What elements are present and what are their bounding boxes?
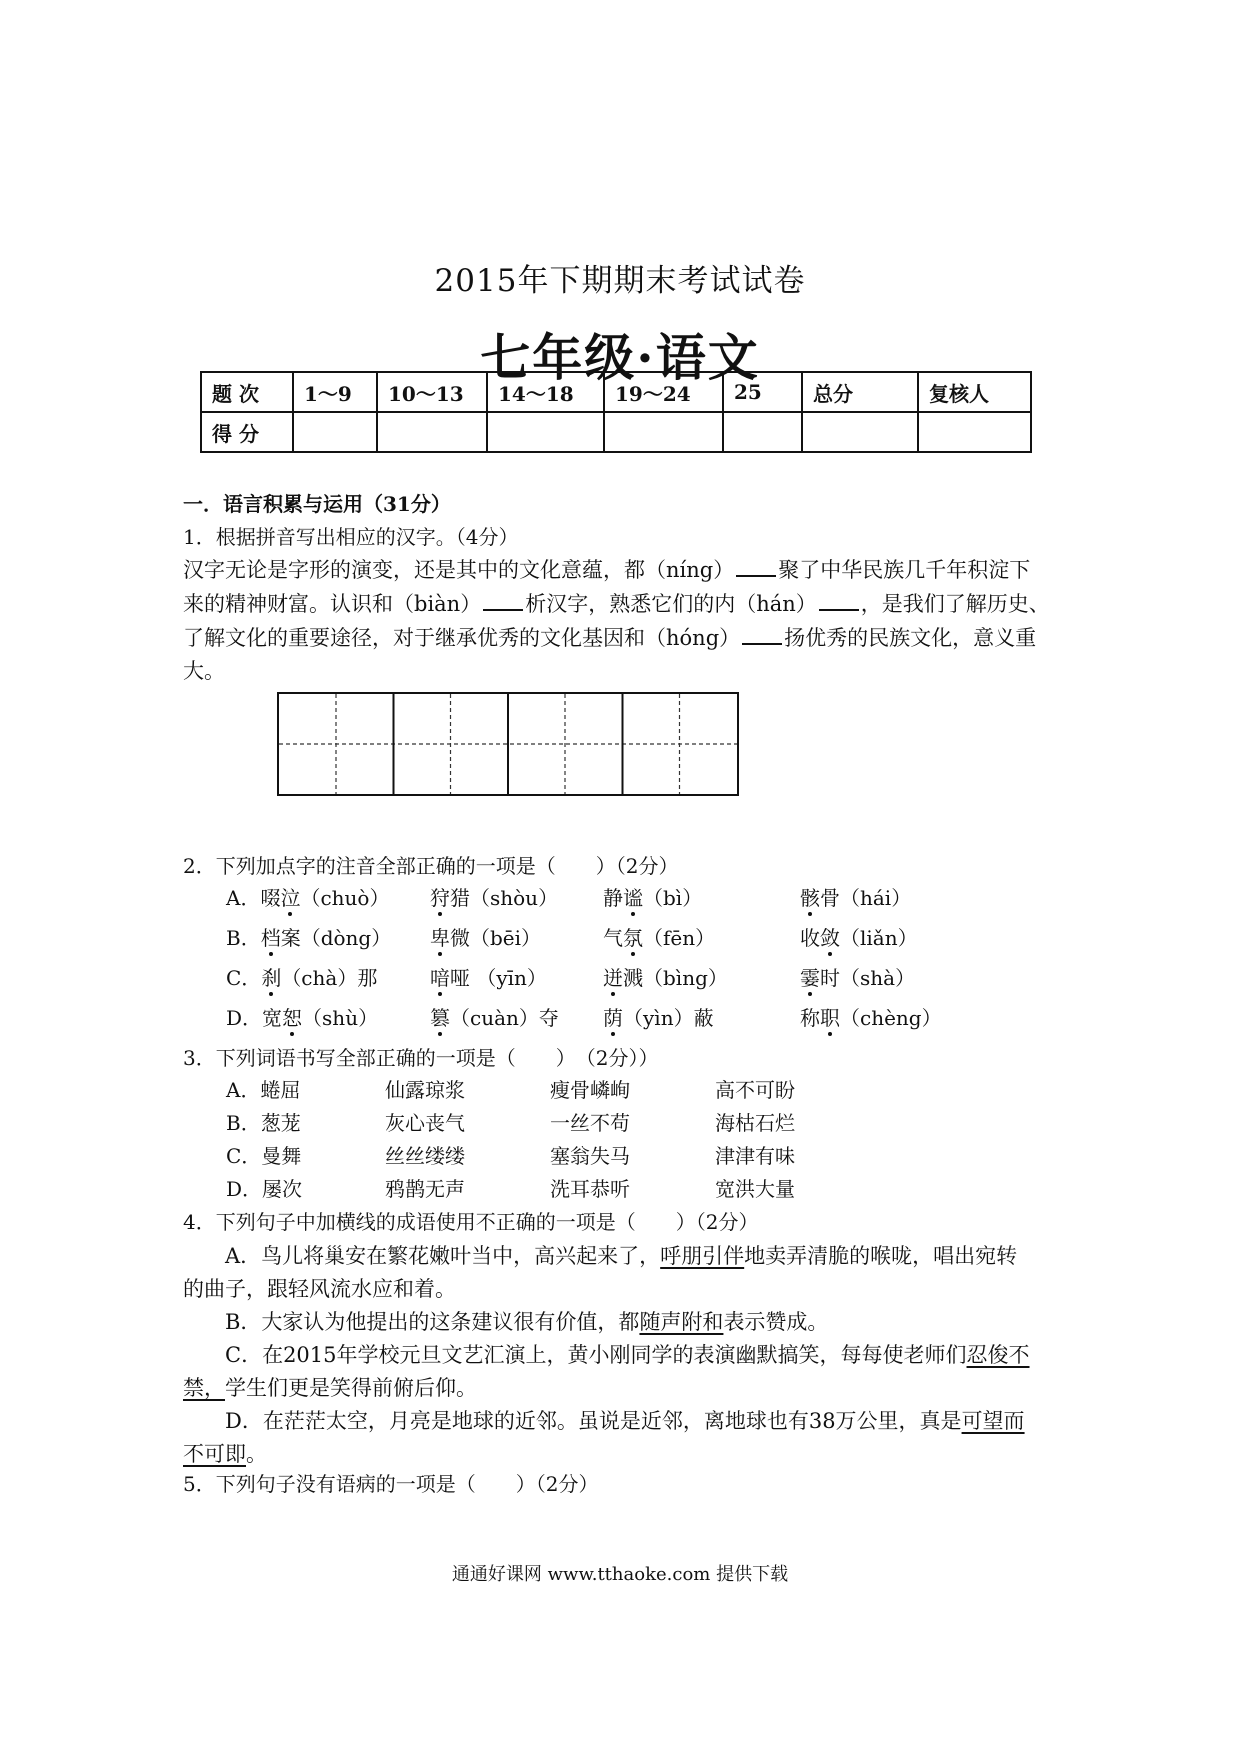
q3-option-a[interactable]: A．蜷屈: [226, 1078, 301, 1102]
underlined-idiom: 可望而: [961, 1409, 1025, 1433]
subject-title: 七年级·语文: [480, 328, 760, 387]
answer-grid[interactable]: [277, 692, 739, 796]
option-item: 宽洪大量: [715, 1177, 795, 1201]
option-item: 一丝不苟: [550, 1111, 630, 1135]
score-table: [200, 371, 1032, 453]
score-input-cell[interactable]: [293, 412, 377, 452]
underlined-idiom: 禁，: [183, 1376, 225, 1400]
option-text: A．啜泣（chuò）: [226, 886, 390, 910]
q4-option-c[interactable]: [183, 1343, 1030, 1367]
option-item: 骸骨（hái）: [800, 886, 912, 910]
option-item: 高不可盼: [715, 1078, 795, 1102]
option-text: A．鸟儿将巢安在繁花嫩叶当中，高兴起来了，: [225, 1244, 661, 1268]
option-item: 鸦鹊无声: [385, 1177, 465, 1201]
passage-text: 了解文化的重要途径，对于继承优秀的文化基因和（hóng）: [183, 626, 741, 650]
option-item: 喑哑 （yīn）: [430, 966, 547, 990]
option-item: 卑微（bēi）: [430, 926, 542, 950]
option-item: 洗耳恭听: [550, 1177, 630, 1201]
passage-text: 扬优秀的民族文化，意义重: [784, 626, 1037, 650]
score-input-cell[interactable]: [604, 412, 723, 452]
passage-text: 汉字无论是字形的演变，还是其中的文化意蕴，都（níng）: [183, 558, 735, 582]
q4-stem: 4．下列句子中加横线的成语使用不正确的一项是（ ）（2分）: [183, 1210, 759, 1234]
score-cell: 25: [723, 372, 802, 412]
q3-option-c[interactable]: C．曼舞: [226, 1144, 302, 1168]
section-heading: 一．语言积累与运用（31分）: [183, 492, 451, 516]
q4-options: [183, 1240, 1063, 1471]
score-cell: 复核人: [918, 372, 1031, 412]
score-row-label: 得 分: [201, 412, 293, 452]
score-cell: 19～24: [604, 372, 723, 412]
q5-stem: 5．下列句子没有语病的一项是（ ）（2分）: [183, 1472, 599, 1496]
q4-option-b[interactable]: [183, 1310, 828, 1334]
q2-stem: 2．下列加点字的注音全部正确的一项是（ ）（2分）: [183, 854, 679, 878]
score-input-cell[interactable]: [377, 412, 487, 452]
option-text: C．在2015年学校元旦文艺汇演上，黄小刚同学的表演幽默搞笑，每每使老师们: [225, 1343, 967, 1367]
answer-blank[interactable]: [819, 587, 859, 611]
option-item: 灰心丧气: [385, 1111, 465, 1135]
q2-option-c[interactable]: C．刹（chà）那: [226, 966, 378, 990]
score-cell: 1～9: [293, 372, 377, 412]
option-item: 狩猎（shòu）: [430, 886, 559, 910]
q4-option-d[interactable]: [183, 1409, 1025, 1433]
passage-text: 来的精神财富。认识和（biàn）: [183, 592, 482, 616]
option-item: 丝丝缕缕: [385, 1144, 465, 1168]
score-input-cell[interactable]: [723, 412, 802, 452]
passage-text: ，是我们了解历史、: [860, 592, 1050, 616]
option-item: 津津有味: [715, 1144, 795, 1168]
option-text: D．在茫茫太空，月亮是地球的近邻。虽说是近邻，离地球也有38万公里，真是: [225, 1409, 962, 1433]
underlined-idiom: 随声附和: [639, 1310, 724, 1334]
answer-blank[interactable]: [483, 587, 523, 611]
passage-text: 聚了中华民族几千年积淀下: [778, 558, 1031, 582]
page-footer: 通通好课网 www.tthaoke.com 提供下载: [451, 1564, 789, 1585]
option-item: 静谧（bì）: [603, 886, 703, 910]
score-cell: 14～18: [487, 372, 604, 412]
q2-option-b[interactable]: B．档案（dòng）: [226, 926, 392, 950]
option-item: 收敛（liǎn）: [800, 926, 918, 950]
option-text: 表示赞成。: [723, 1310, 829, 1334]
option-item: 气氛（fēn）: [603, 926, 716, 950]
option-item: 称职（chèng）: [800, 1006, 942, 1030]
passage-text: 大。: [183, 659, 225, 683]
score-input-cell[interactable]: [802, 412, 918, 452]
q3-option-d[interactable]: D．屡次: [226, 1177, 303, 1201]
underlined-idiom: 呼朋引伴: [660, 1244, 745, 1268]
score-cell: 题 次: [201, 372, 293, 412]
underlined-idiom: 忍俊不: [966, 1343, 1030, 1367]
option-text: 。: [246, 1442, 267, 1466]
answer-grid-lines: [279, 694, 737, 794]
q1-passage: [183, 553, 1063, 688]
option-item: 塞翁失马: [550, 1144, 630, 1168]
option-item: 霎时（shà）: [800, 966, 916, 990]
option-item: 瘦骨嶙峋: [550, 1078, 630, 1102]
option-item: 篡（cuàn）夺: [430, 1006, 559, 1030]
score-cell: 总分: [802, 372, 918, 412]
option-item: 仙露琼浆: [385, 1078, 465, 1102]
exam-title: 2015年下期期末考试试卷: [434, 263, 806, 299]
answer-blank[interactable]: [742, 621, 782, 645]
score-table-header-row: [201, 372, 1031, 412]
score-cell: 10～13: [377, 372, 487, 412]
q3-stem: 3．下列词语书写全部正确的一项是（ ） （2分））: [183, 1046, 659, 1070]
option-item: 海枯石烂: [715, 1111, 795, 1135]
q1-stem: 1．根据拼音写出相应的汉字。（4分）: [183, 525, 519, 549]
score-input-cell[interactable]: [487, 412, 604, 452]
q3-option-b[interactable]: B．葱茏: [226, 1111, 301, 1135]
score-table-score-row: [201, 412, 1031, 452]
passage-text: 析汉字，熟悉它们的内（hán）: [525, 592, 817, 616]
q2-option-a[interactable]: [226, 883, 389, 913]
q4-option-a[interactable]: [183, 1244, 1017, 1268]
q2-option-d[interactable]: D．宽恕（shù）: [226, 1006, 379, 1030]
answer-blank[interactable]: [736, 553, 776, 577]
underlined-idiom: 不可即: [183, 1442, 246, 1466]
option-text: 学生们更是笑得前俯后仰。: [225, 1376, 477, 1400]
option-text: 的曲子，跟轻风流水应和着。: [183, 1277, 456, 1301]
option-text: 地卖弄清脆的喉咙，唱出宛转: [744, 1244, 1018, 1268]
option-item: 荫（yìn）蔽: [603, 1006, 714, 1030]
option-text: B．大家认为他提出的这条建议很有价值，都: [225, 1310, 640, 1334]
score-input-cell[interactable]: [918, 412, 1031, 452]
option-item: 迸溅（bìng）: [603, 966, 728, 990]
